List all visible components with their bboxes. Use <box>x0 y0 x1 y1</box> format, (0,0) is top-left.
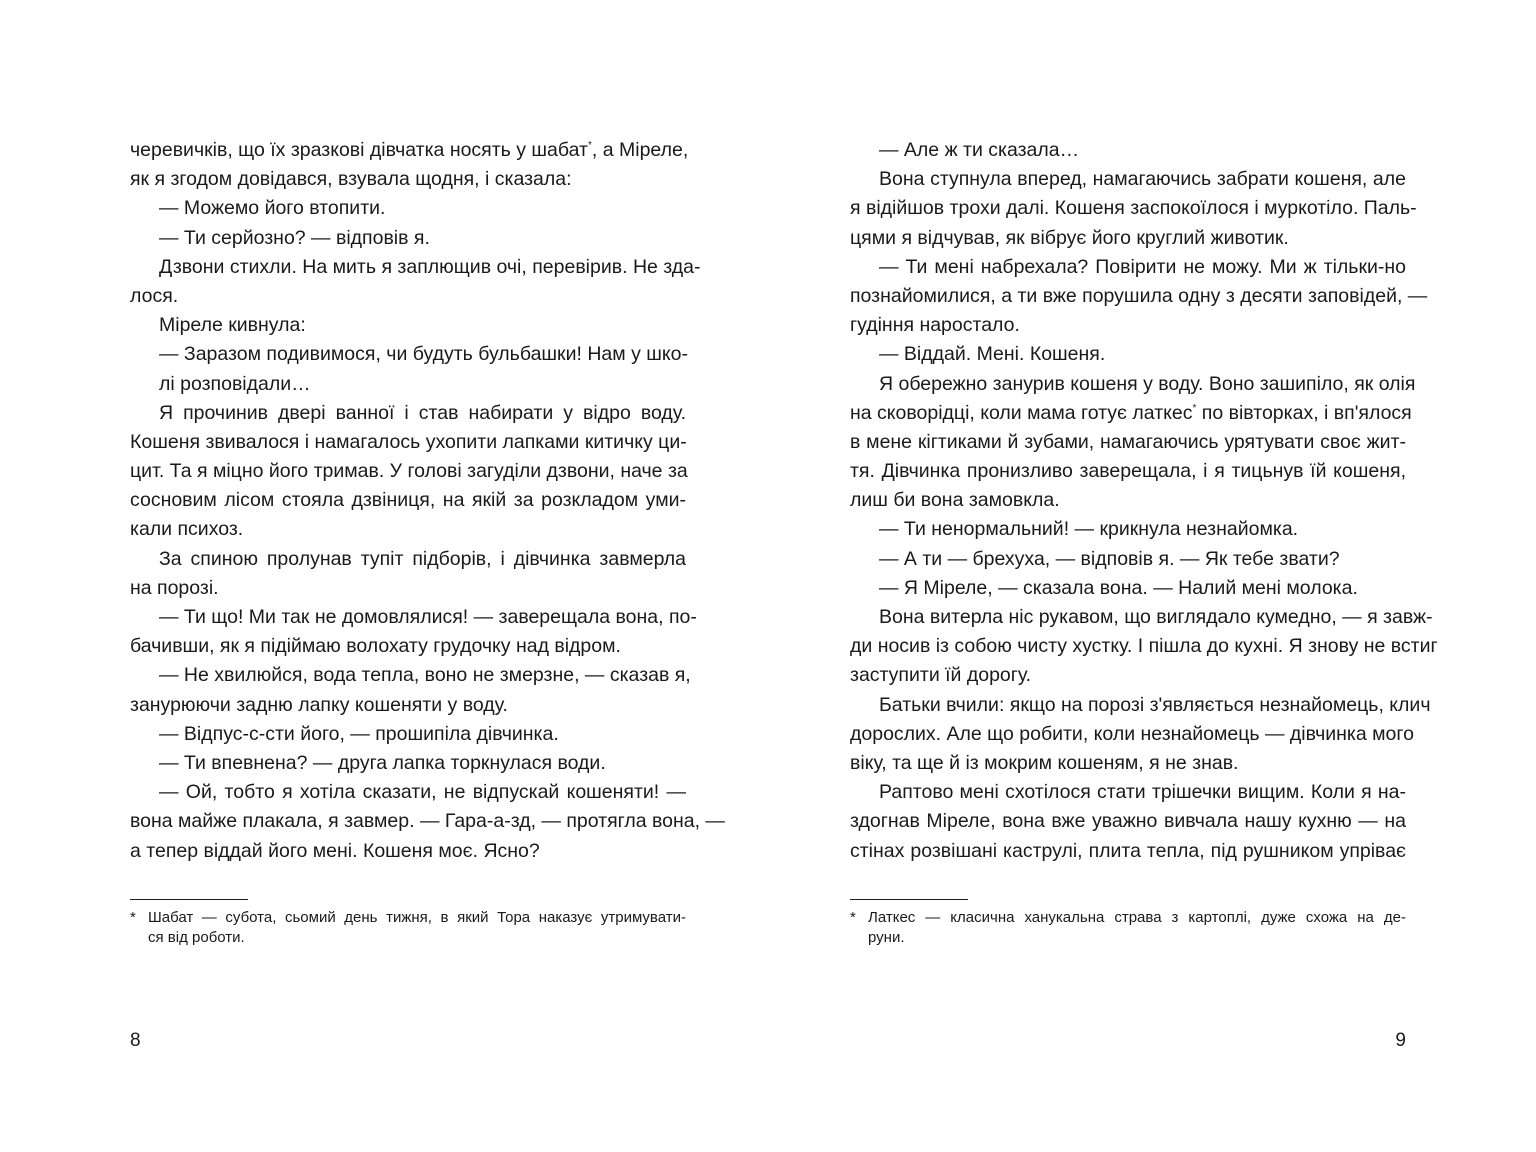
footnote-line: руни. <box>868 929 905 946</box>
text-line: — Я Мiреле, — сказала вона. — Налий мені молока. <box>879 576 1358 599</box>
text-line: занурюючи задню лапку кошеняти у воду. <box>130 693 508 716</box>
page-number: 9 <box>1395 1030 1406 1051</box>
text-line: цями я відчував, як вібрує його круглий животик. <box>850 226 1289 249</box>
text-line: Кошеня звивалося і намагалось ухопити лапками китичку ци- <box>130 430 687 453</box>
text-line: Вона ступнула вперед, намагаючись забрати кошеня, але <box>879 168 1406 191</box>
text-line: ди носив із собою чисту хустку. І пішла до кухні. Я знову не встиг <box>850 635 1438 658</box>
text-line: заступити їй дорогу. <box>850 664 1032 687</box>
footnote-reference-mark: * <box>587 140 592 151</box>
text-line: Вона витерла ніс рукавом, що виглядало кумедно, — я завж- <box>879 606 1433 628</box>
footnote-reference-mark: * <box>1192 402 1197 414</box>
text-line: — Ти мені набрехала? Повірити не можу. Ми ж тільки-но <box>879 255 1406 278</box>
text-line: Батьки вчили: якщо на порозі з'являється незнайомець, клич <box>879 693 1431 716</box>
text-line: бачивши, як я підіймаю волохату грудочку над відром. <box>130 635 621 658</box>
text-line: — Відпус-с-сти його, — прошипіла дівчинка. <box>159 722 559 745</box>
text-line: Я обережно занурив кошеня у воду. Воно зашипіло, як олія <box>879 372 1416 395</box>
left-page <box>130 0 725 1152</box>
text-line: — Але ж ти сказала… <box>879 139 1080 161</box>
text-line: — Ти впевнена? — друга лапка торкнулася води. <box>159 751 606 774</box>
text-line: дорослих. Але що робити, коли незнайомець — дівчинка мого <box>850 722 1414 745</box>
text-line: лося. <box>130 284 179 307</box>
right-page-body <box>850 136 1438 866</box>
footnote-line: * Латкес — класична ханукальна страва з картоплі, дуже схожа на де- <box>850 909 1406 926</box>
text-line: здогнав Мiреле, вона вже уважно вивчала нашу кухню — на <box>850 810 1406 833</box>
text-line: — Заразом подивимося, чи будуть бульбашки! Нам у шко- <box>159 343 688 366</box>
right-page <box>850 0 1438 1152</box>
text-line: цит. Та я міцно його тримав. У голові загуділи дзвони, наче за <box>130 460 688 483</box>
text-line: — Можемо його втопити. <box>159 197 386 220</box>
text-line: а тепер віддай його мені. Кошеня моє. Ясно? <box>130 839 540 862</box>
text-line: вона майже плакала, я завмер. — Гара-а-зд, — протягла вона, — <box>130 810 725 833</box>
text-line: стінах розвішані каструлі, плита тепла, під рушником упріває <box>850 839 1406 862</box>
text-line: Я прочинив двері ванної і став набирати у відро воду. <box>159 401 686 424</box>
text-line: тя. Дівчинка пронизливо заверещала, і я тицьнув їй кошеня, <box>850 460 1406 483</box>
footnote <box>850 908 1406 948</box>
text-line: гудіння наростало. <box>850 314 1020 337</box>
footnote-line: ся від роботи. <box>148 929 245 946</box>
text-line: Дзвони стихли. На мить я заплющив очі, перевірив. Не зда- <box>159 255 701 278</box>
text-line: — Не хвилюйся, вода тепла, воно не змерзне, — сказав я, <box>159 664 691 687</box>
text-line: Мiреле кивнула: <box>159 314 306 337</box>
footnote-divider <box>850 899 968 900</box>
text-line: познайомилися, а ти вже порушила одну з десяти заповідей, — <box>850 284 1428 307</box>
text-line: — Ти ненормальний! — крикнула незнайомка. <box>879 518 1299 541</box>
text-line: в мене кігтиками й зубами, намагаючись урятувати своє жит- <box>850 430 1406 453</box>
footnote-divider <box>130 899 248 900</box>
text-line: — Ти що! Ми так не домовлялися! — заверещала вона, по- <box>159 606 697 628</box>
text-line: — Віддай. Мені. Кошеня. <box>879 343 1106 366</box>
page-number: 8 <box>130 1030 141 1051</box>
text-line: — А ти — брехуха, — відповів я. — Як тебе звати? <box>879 547 1340 570</box>
text-line: лиш би вона замовкла. <box>850 489 1060 512</box>
left-page-body <box>130 136 725 866</box>
text-line: Раптово мені схотілося стати трішечки вищим. Коли я на- <box>879 781 1406 804</box>
text-line: сосновим лісом стояла дзвіниця, на якій за розкладом уми- <box>130 489 686 512</box>
text-line: на порозі. <box>130 576 219 599</box>
text-line: на сковорідці, коли мама готує латкес* по вівторках, і вп'ялося <box>850 401 1412 424</box>
text-line: як я згодом довідався, взувала щодня, і сказала: <box>130 168 572 191</box>
footnote-star: * <box>850 909 856 926</box>
text-line: кали психоз. <box>130 518 244 541</box>
text-line: віку, та ще й із мокрим кошеням, я не знав. <box>850 751 1239 774</box>
text-line: я відійшов трохи далі. Кошеня заспокоїлося і муркотіло. Паль- <box>850 197 1417 220</box>
footnote-star: * <box>130 909 136 926</box>
text-line: — Ти серйозно? — відповів я. <box>159 226 430 249</box>
text-line: черевичків, що їх зразкові дівчатка носять у шабат*, а Мiреле, <box>130 139 689 161</box>
footnote <box>130 908 686 948</box>
footnote-line: * Шабат — субота, сьомий день тижня, в який Тора наказує утримувати- <box>130 909 686 926</box>
text-line: За спиною пролунав тупіт підборів, і дівчинка завмерла <box>159 547 686 570</box>
text-line: лі розповідали… <box>159 372 311 395</box>
text-line: — Ой, тобто я хотіла сказати, не відпускай кошеняти! — <box>159 781 686 804</box>
